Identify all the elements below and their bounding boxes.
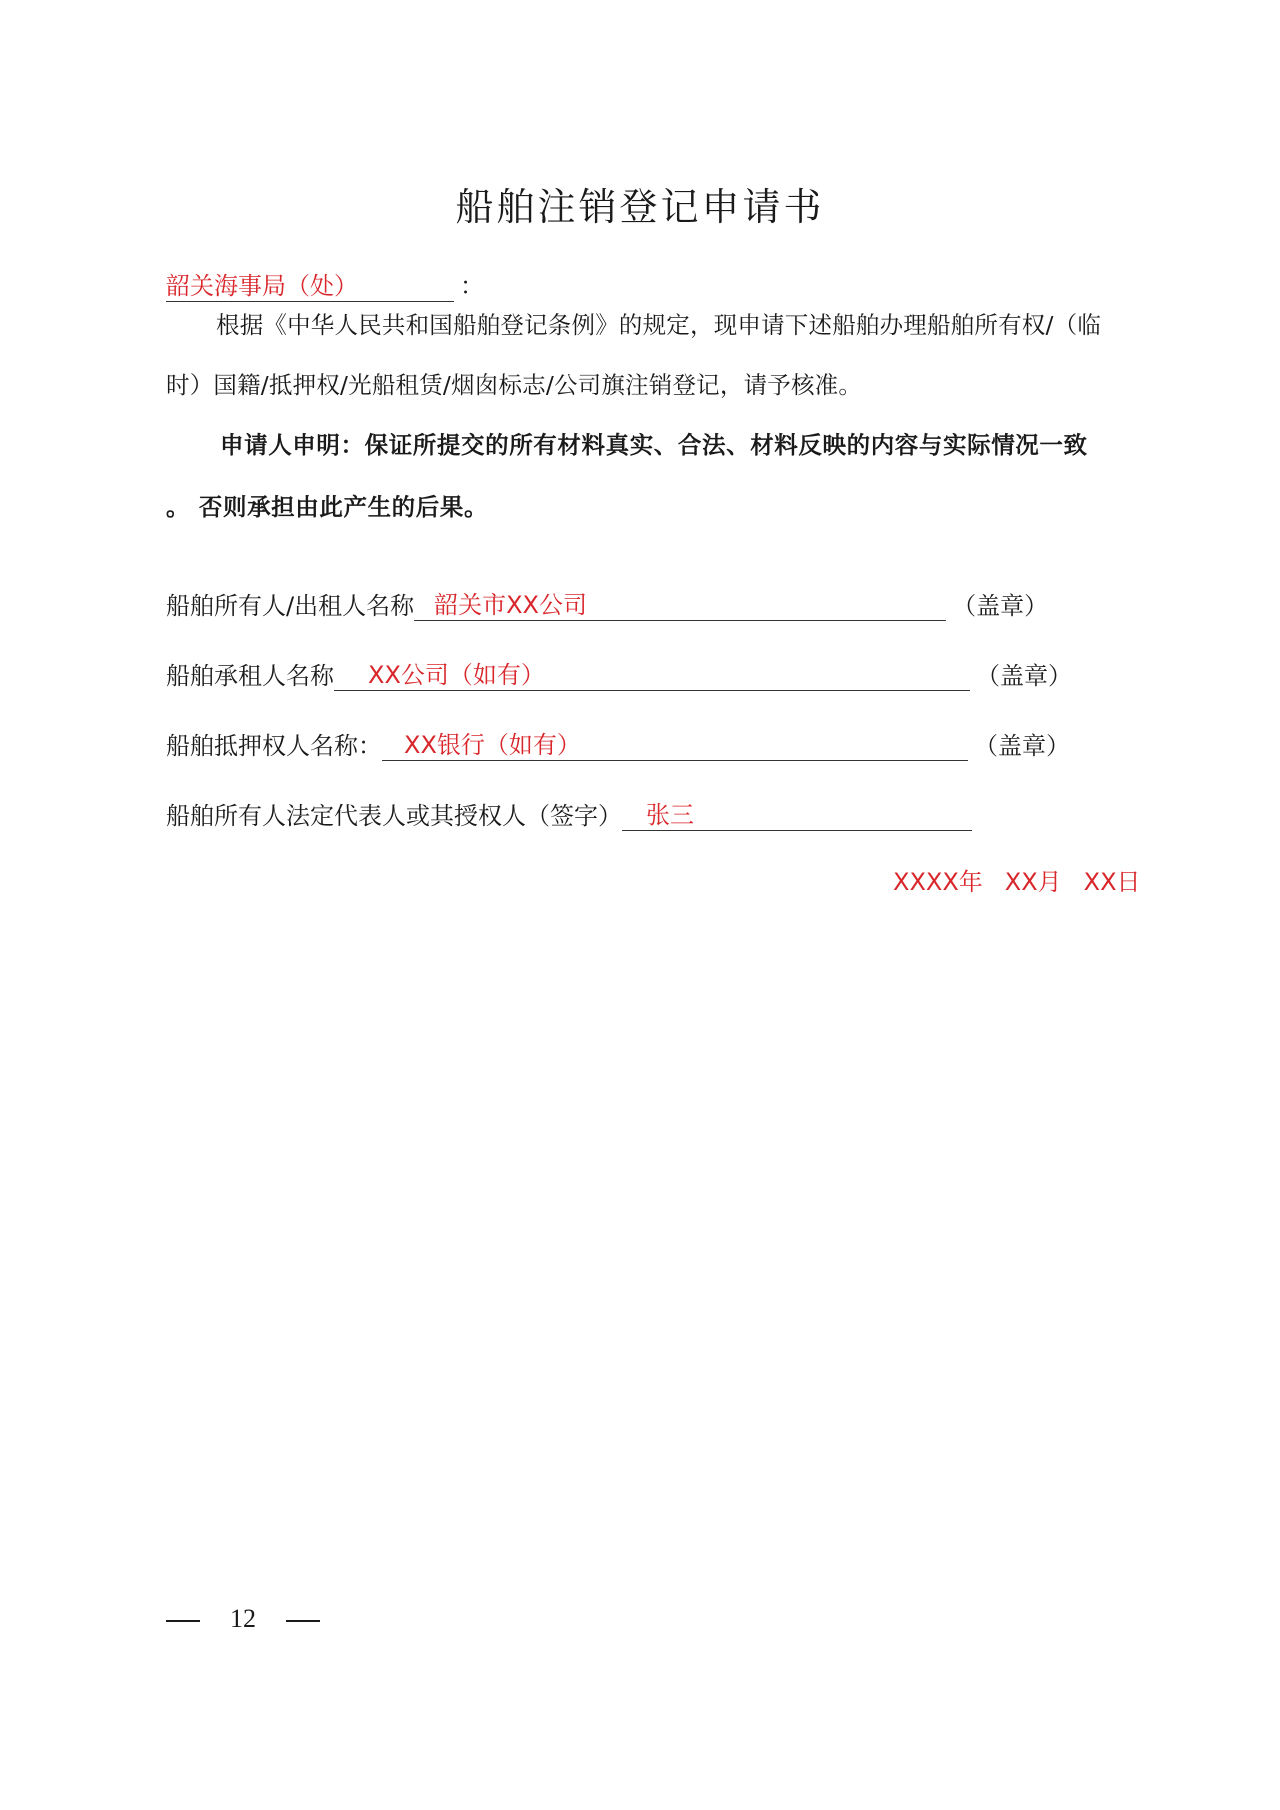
- representative-field: [166, 796, 972, 831]
- lessee-label: 船舶承租人名称: [166, 662, 334, 690]
- representative-signature: 张三: [622, 800, 972, 831]
- representative-label: 船舶所有人法定代表人或其授权人（签字）: [166, 802, 622, 830]
- mortgagee-field: [166, 726, 1070, 761]
- date-day: XX日: [1083, 868, 1141, 896]
- page-footer: [166, 1604, 320, 1634]
- body-line-1: 根据《中华人民共和国船舶登记条例》的规定，现申请下述船舶办理船舶所有权/（临: [216, 311, 1102, 339]
- body-line-2: 时）国籍/抵押权/光船租赁/烟囱标志/公司旗注销登记，请予核准。: [166, 371, 863, 399]
- lessee-value: XX公司（如有）: [334, 660, 970, 691]
- recipient-line: [166, 266, 484, 302]
- date-year: XXXX年: [893, 868, 983, 896]
- recipient-colon: ：: [460, 272, 484, 300]
- footer-dash-right: [286, 1620, 320, 1622]
- declaration-line-2: 。 否则承担由此产生的后果。: [166, 493, 489, 521]
- mortgagee-seal: （盖章）: [974, 732, 1070, 760]
- page-number: 12: [230, 1604, 256, 1633]
- recipient-name: 韶关海事局（处）: [166, 271, 454, 302]
- page-title: 船舶注销登记申请书: [455, 185, 825, 229]
- owner-lessor-seal: （盖章）: [952, 592, 1049, 620]
- owner-lessor-field: [166, 586, 1048, 621]
- date-line: [893, 862, 1141, 897]
- owner-lessor-label: 船舶所有人/出租人名称: [166, 592, 415, 620]
- mortgagee-value: XX银行（如有）: [382, 730, 968, 761]
- owner-lessor-value: 韶关市XX公司: [414, 590, 946, 621]
- mortgagee-label: 船舶抵押权人名称：: [166, 732, 382, 760]
- declaration-line-1: 申请人申明：保证所提交的所有材料真实、合法、材料反映的内容与实际情况一致: [220, 431, 1088, 459]
- lessee-field: [166, 656, 1072, 691]
- footer-dash-left: [166, 1620, 200, 1622]
- lessee-seal: （盖章）: [976, 662, 1072, 690]
- date-month: XX月: [1004, 868, 1062, 896]
